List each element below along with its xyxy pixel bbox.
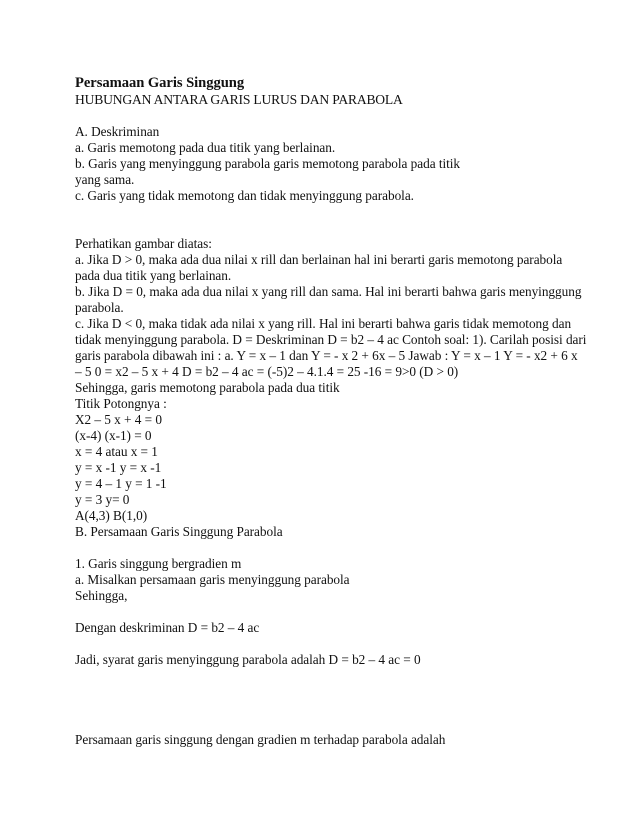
section-a-heading: A. Deskriminan <box>75 124 160 139</box>
section-b-line: 1. Garis singgung bergradien m <box>75 556 242 571</box>
explanation-line: A(4,3) B(1,0) <box>75 508 148 523</box>
document-subtitle: HUBUNGAN ANTARA GARIS LURUS DAN PARABOLA <box>75 92 403 107</box>
explanation-line: Sehingga, garis memotong parabola pada dua titik <box>75 380 340 395</box>
explanation-line: pada dua titik yang berlainan. <box>75 268 232 283</box>
document-title: Persamaan Garis Singgung <box>75 75 245 91</box>
explanation-line: Titik Potongnya : <box>75 396 167 411</box>
section-a-line: c. Garis yang tidak memotong dan tidak menyinggung parabola. <box>75 188 414 203</box>
explanation-line: tidak menyinggung parabola. D = Deskriminan D = b2 – 4 ac Contoh soal: 1). Carilah posisi dari <box>75 332 587 347</box>
final-line: Persamaan garis singgung dengan gradien m terhadap parabola adalah <box>75 732 446 747</box>
explanation-line: y = x -1 y = x -1 <box>75 460 162 475</box>
explanation-line: y = 3 y= 0 <box>75 492 130 507</box>
explanation-line: garis parabola dibawah ini : a. Y = x – 1 dan Y = - x 2 + 6x – 5 Jawab : Y = x – 1 Y = - x2 + 6 x <box>75 348 578 363</box>
explanation-line: x = 4 atau x = 1 <box>75 444 158 459</box>
explanation-line: (x-4) (x-1) = 0 <box>75 428 152 443</box>
explanation-line: Perhatikan gambar diatas: <box>75 236 212 251</box>
discriminant-line: Dengan deskriminan D = b2 – 4 ac <box>75 620 260 635</box>
section-b-line: Sehingga, <box>75 588 128 603</box>
section-b-line: a. Misalkan persamaan garis menyinggung parabola <box>75 572 350 587</box>
explanation-line: X2 – 5 x + 4 = 0 <box>75 412 162 427</box>
section-a-line: a. Garis memotong pada dua titik yang berlainan. <box>75 140 336 155</box>
explanation-line: parabola. <box>75 300 124 315</box>
tangent-condition-line: Jadi, syarat garis menyinggung parabola adalah D = b2 – 4 ac = 0 <box>75 652 421 667</box>
explanation-line: – 5 0 = x2 – 5 x + 4 D = b2 – 4 ac = (-5)2 – 4.1.4 = 25 -16 = 9>0 (D > 0) <box>75 364 459 379</box>
section-b-heading: B. Persamaan Garis Singgung Parabola <box>75 524 283 539</box>
explanation-line: c. Jika D < 0, maka tidak ada nilai x yang rill. Hal ini berarti bahwa garis tidak memotong dan <box>75 316 572 331</box>
explanation-line: b. Jika D = 0, maka ada dua nilai x yang rill dan sama. Hal ini berarti bahwa garis menyinggung <box>75 284 582 299</box>
explanation-line: a. Jika D > 0, maka ada dua nilai x rill dan berlainan hal ini berarti garis memotong parabola <box>75 252 563 267</box>
section-a-line: yang sama. <box>75 172 135 187</box>
explanation-line: y = 4 – 1 y = 1 -1 <box>75 476 167 491</box>
section-a-line: b. Garis yang menyinggung parabola garis memotong parabola pada titik <box>75 156 461 171</box>
